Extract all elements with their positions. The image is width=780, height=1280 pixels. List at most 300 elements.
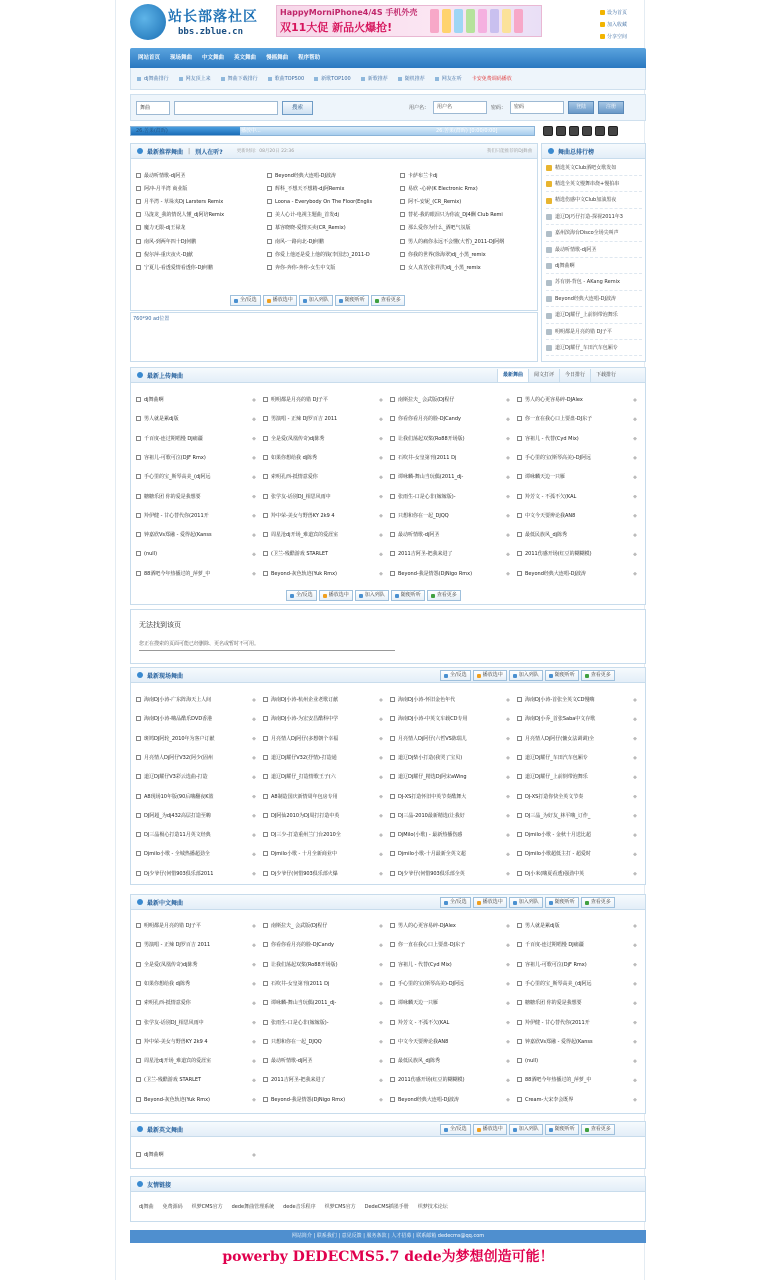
song-checkbox[interactable] (517, 436, 522, 441)
song-item[interactable] (390, 414, 510, 424)
ranking-item[interactable] (546, 177, 642, 192)
tab-today[interactable]: 今日排行 (559, 369, 590, 382)
song-checkbox[interactable] (136, 225, 141, 230)
song-title[interactable]: Loona - Everybody On The Floor(Englis (275, 199, 373, 206)
song-checkbox[interactable] (390, 962, 395, 967)
song-checkbox[interactable] (267, 173, 272, 178)
song-checkbox[interactable] (517, 397, 522, 402)
song-title[interactable]: 美人心计-电视主题曲_首发dj (275, 212, 339, 219)
play-small-icon[interactable] (379, 456, 383, 460)
ranking-item[interactable] (546, 292, 642, 307)
song-item[interactable] (263, 979, 383, 989)
song-title[interactable]: 最动听情歌-dj阿圣 (144, 173, 186, 179)
song-item[interactable] (263, 1056, 383, 1066)
play-small-icon[interactable] (379, 1078, 383, 1082)
song-title[interactable]: 羚中荣-美女与野兽KY 2k9 4 (271, 512, 335, 519)
play-small-icon[interactable] (633, 456, 637, 460)
play-small-icon[interactable] (506, 1078, 510, 1082)
song-title[interactable]: 2011吉阿圣-把我来进了 (398, 551, 453, 558)
song-title[interactable]: 全是爱(凤凰传奇)dj陈秀 (271, 435, 325, 442)
song-title[interactable]: 南风-一路向北-DJ何鹏 (275, 238, 324, 245)
song-checkbox[interactable] (390, 851, 395, 856)
random-listen-button[interactable] (545, 670, 579, 681)
song-item[interactable] (517, 734, 637, 744)
song-item[interactable] (263, 569, 383, 579)
song-checkbox[interactable] (136, 962, 141, 967)
song-checkbox[interactable] (263, 416, 268, 421)
recommend-song[interactable] (267, 237, 395, 247)
song-checkbox[interactable] (390, 755, 395, 760)
play-small-icon[interactable] (633, 814, 637, 818)
song-item[interactable] (517, 1095, 637, 1105)
song-checkbox[interactable] (263, 1077, 268, 1082)
song-item[interactable] (263, 695, 383, 705)
play-small-icon[interactable] (633, 533, 637, 537)
song-title[interactable]: 羚中荣-美女与野兽KY 2k9 4 (144, 1038, 208, 1045)
song-item[interactable] (390, 753, 510, 763)
song-item[interactable] (263, 530, 383, 540)
song-title[interactable]: 男人的心更容易碎-DJAlex (525, 397, 583, 403)
song-title[interactable]: 谭咏麟天边一只雁 (398, 1000, 439, 1007)
subnav-item[interactable]: 新歌TOP100 (314, 75, 351, 82)
song-title[interactable]: Beyond经典大连唱-DJ波涛 (275, 173, 336, 179)
song-checkbox[interactable] (263, 455, 268, 460)
song-item[interactable] (263, 434, 383, 444)
song-item[interactable] (263, 1095, 383, 1105)
song-checkbox[interactable] (517, 716, 522, 721)
song-title[interactable]: 辉科_不想天不想精-dj阿Remix (275, 186, 345, 193)
play-small-icon[interactable] (252, 475, 256, 479)
play-small-icon[interactable] (252, 417, 256, 421)
song-item[interactable] (390, 811, 510, 821)
song-title[interactable]: 最低民族风_dj陈秀 (525, 532, 568, 539)
song-item[interactable] (517, 414, 637, 424)
recommend-title[interactable]: 最新推荐舞曲 (147, 148, 184, 156)
song-item[interactable] (517, 940, 637, 950)
play-small-icon[interactable] (252, 456, 256, 460)
song-item[interactable] (517, 492, 637, 502)
play-small-icon[interactable] (633, 417, 637, 421)
play-small-icon[interactable] (633, 398, 637, 402)
song-checkbox[interactable] (517, 1058, 522, 1063)
recommend-song[interactable] (136, 237, 261, 247)
song-title[interactable]: 斑鸠DJ阿轮_2010年为客户订献 (144, 735, 215, 742)
song-checkbox[interactable] (517, 513, 522, 518)
play-small-icon[interactable] (379, 924, 383, 928)
song-checkbox[interactable] (517, 494, 522, 499)
song-item[interactable] (517, 1037, 637, 1047)
song-item[interactable] (136, 811, 256, 821)
ranking-item[interactable] (546, 309, 642, 324)
song-checkbox[interactable] (390, 1097, 395, 1102)
recommend-song[interactable] (400, 237, 530, 247)
song-item[interactable] (136, 772, 256, 782)
song-checkbox[interactable] (136, 551, 141, 556)
play-small-icon[interactable] (506, 456, 510, 460)
song-item[interactable] (263, 414, 383, 424)
song-title[interactable]: 海南DJ小涛-为宏安昌酷科中学 (271, 716, 339, 723)
english-title[interactable]: 最新英文舞曲 (147, 1126, 184, 1134)
song-item[interactable] (263, 511, 383, 521)
song-checkbox[interactable] (136, 186, 141, 191)
song-checkbox[interactable] (267, 265, 272, 270)
song-checkbox[interactable] (517, 697, 522, 702)
select-all-button[interactable] (230, 295, 261, 306)
site-url[interactable]: bbs.zblue.cn (178, 27, 244, 37)
song-checkbox[interactable] (263, 794, 268, 799)
song-checkbox[interactable] (390, 1000, 395, 1005)
play-small-icon[interactable] (506, 1098, 510, 1102)
recommend-song[interactable] (267, 223, 395, 233)
play-small-icon[interactable] (379, 833, 383, 837)
play-small-icon[interactable] (506, 1040, 510, 1044)
song-item[interactable] (136, 695, 256, 705)
song-checkbox[interactable] (517, 1077, 522, 1082)
friend-link[interactable]: 织梦CMS官方 (324, 1204, 356, 1210)
song-title[interactable]: 南斯拉夫_ 会武版(DJ程仔 (398, 397, 455, 403)
song-item[interactable] (517, 979, 637, 989)
play-small-icon[interactable] (252, 833, 256, 837)
song-checkbox[interactable] (390, 794, 395, 799)
song-item[interactable] (136, 549, 256, 559)
song-item[interactable] (263, 830, 383, 840)
song-checkbox[interactable] (136, 397, 141, 402)
song-checkbox[interactable] (267, 199, 272, 204)
song-checkbox[interactable] (263, 716, 268, 721)
subnav-item[interactable]: 歌曲TOP500 (268, 75, 305, 82)
play-small-icon[interactable] (252, 698, 256, 702)
song-title[interactable]: 奔你-奔你-奔你-女生中文版 (275, 264, 336, 271)
song-item[interactable] (136, 714, 256, 724)
song-item[interactable] (390, 434, 510, 444)
song-checkbox[interactable] (263, 942, 268, 947)
friend-link[interactable]: DedeCMS插墨手册 (364, 1204, 409, 1210)
song-item[interactable] (136, 434, 256, 444)
song-title[interactable]: 海南DJ小乔_首张Saba中文存歌 (525, 716, 596, 723)
song-title[interactable]: 容祖儿-可歌可泣(DJF Rmx) (144, 454, 206, 461)
song-item[interactable] (517, 434, 637, 444)
tab-latest[interactable]: 最新舞曲 (497, 369, 528, 382)
play-small-icon[interactable] (633, 872, 637, 876)
song-title[interactable]: 如果你想给我 dj陈秀 (144, 980, 191, 987)
song-item[interactable] (390, 921, 510, 931)
song-item[interactable] (390, 695, 510, 705)
song-item[interactable] (136, 492, 256, 502)
song-title[interactable]: 手心里的宝_斯琴高美_(dj阿远 (525, 980, 592, 987)
song-item[interactable] (136, 940, 256, 950)
search-button[interactable]: 搜索 (282, 101, 313, 115)
play-small-icon[interactable] (633, 1021, 637, 1025)
song-item[interactable] (517, 753, 637, 763)
song-checkbox[interactable] (136, 239, 141, 244)
recommend-song[interactable] (400, 184, 530, 194)
song-checkbox[interactable] (390, 436, 395, 441)
song-title[interactable]: (null) (525, 1058, 539, 1065)
song-item[interactable] (136, 530, 256, 540)
song-item[interactable] (136, 830, 256, 840)
song-item[interactable] (390, 734, 510, 744)
play-small-icon[interactable] (252, 943, 256, 947)
song-item[interactable] (263, 792, 383, 802)
song-title[interactable]: 张雨生-口是心非(嫁嫁版)- (271, 1019, 329, 1026)
play-small-icon[interactable] (506, 924, 510, 928)
song-checkbox[interactable] (517, 736, 522, 741)
song-title[interactable]: 男人就是累dj版 (144, 416, 179, 423)
play-small-icon[interactable] (633, 717, 637, 721)
song-item[interactable] (517, 714, 637, 724)
song-title[interactable]: 道辽Dj耀仔_上前倒带泡舞乐 (525, 774, 588, 781)
song-checkbox[interactable] (136, 1077, 141, 1082)
song-item[interactable] (517, 830, 637, 840)
song-title[interactable]: 月半湾 - 草垛夹Dj Larsters Remix (144, 199, 224, 206)
song-title[interactable]: 容祖儿 - 代替(Cyd Mix) (398, 961, 452, 968)
song-item[interactable] (390, 1018, 510, 1028)
song-title[interactable]: 替花-我的眼泪只为你流_DJ4酬 Club Remi (408, 212, 503, 219)
song-checkbox[interactable] (136, 716, 141, 721)
song-title[interactable]: 男人就是累dj版 (525, 923, 560, 929)
song-item[interactable] (136, 1075, 256, 1085)
play-small-icon[interactable] (379, 533, 383, 537)
song-item[interactable] (136, 395, 256, 405)
play-small-icon[interactable] (506, 717, 510, 721)
song-title[interactable]: 张学友-话别DJ_相思风雨中 (144, 1019, 204, 1026)
nav-english[interactable]: 英文舞曲 (234, 55, 257, 61)
song-item[interactable] (390, 792, 510, 802)
ranking-item[interactable] (546, 243, 642, 258)
song-title[interactable]: (卫兰-残酷游戏 STARLET (271, 551, 329, 558)
recommend-song[interactable] (267, 250, 395, 260)
song-title[interactable]: 最低民族风_dj陈秀 (398, 1058, 441, 1065)
recommend-song[interactable] (267, 171, 395, 181)
password-field[interactable]: 密码 (510, 101, 564, 114)
song-checkbox[interactable] (390, 474, 395, 479)
song-checkbox[interactable] (263, 1058, 268, 1063)
live-title[interactable]: 最新现场舞曲 (147, 672, 184, 680)
song-item[interactable] (517, 960, 637, 970)
subnav-item[interactable]: 网友顶上来 (179, 75, 211, 82)
song-title[interactable]: 月亮情人Dj阿仔(六哲VS陈瑞儿 (398, 735, 467, 742)
ranking-item[interactable] (546, 194, 642, 209)
song-title[interactable]: 明明都是月亮的错 DJ子平 (144, 923, 201, 929)
song-item[interactable] (517, 921, 637, 931)
song-title[interactable]: 道辽Dj耀仔_精选Dj阿宋aWing (398, 774, 467, 781)
play-small-icon[interactable] (252, 533, 256, 537)
song-checkbox[interactable] (136, 436, 141, 441)
song-checkbox[interactable] (263, 1020, 268, 1025)
song-item[interactable] (136, 414, 256, 424)
song-item[interactable] (517, 1056, 637, 1066)
song-title[interactable]: 谭咏麟-舞山当玩偶(2011_dj- (398, 474, 464, 481)
song-checkbox[interactable] (517, 571, 522, 576)
subnav-item[interactable]: 随机推荐 (398, 75, 425, 82)
play-icon[interactable] (569, 126, 579, 136)
ranking-item-label[interactable]: Beyond经典大连唱-DJ波涛 (555, 295, 616, 302)
song-title[interactable]: 魔力无限-dj王禄龙 (144, 225, 186, 232)
ranking-item[interactable] (546, 276, 642, 291)
add-queue-button[interactable] (299, 295, 333, 306)
random-listen-button[interactable] (545, 897, 579, 908)
play-small-icon[interactable] (506, 814, 510, 818)
song-title[interactable]: Dj少爷仔(何惜903俱乐部2011 (144, 870, 214, 877)
mute-icon[interactable] (608, 126, 618, 136)
play-small-icon[interactable] (506, 756, 510, 760)
song-checkbox[interactable] (267, 252, 272, 257)
play-small-icon[interactable] (252, 852, 256, 856)
ranking-item[interactable] (546, 325, 642, 340)
recommend-song[interactable] (400, 263, 530, 273)
song-title[interactable]: 钟嘉欣Vs郑融 - 爱得起(Kanss (525, 1038, 593, 1045)
nav-help[interactable]: 程序帮助 (298, 55, 321, 61)
recommend-song[interactable] (400, 250, 530, 260)
song-title[interactable]: DJ-XS打造怀旧中英节奏酷舞大 (398, 793, 467, 800)
play-small-icon[interactable] (252, 1001, 256, 1005)
song-title[interactable]: 明明都是月亮的错 DJ子平 (271, 397, 328, 403)
play-selected-button[interactable] (263, 295, 297, 306)
song-checkbox[interactable] (263, 962, 268, 967)
play-small-icon[interactable] (633, 1001, 637, 1005)
song-checkbox[interactable] (267, 239, 272, 244)
song-title[interactable]: 女人真苦(张祥洪)dj_小黑_remix (408, 264, 481, 271)
song-checkbox[interactable] (517, 962, 522, 967)
song-item[interactable] (390, 960, 510, 970)
song-checkbox[interactable] (390, 532, 395, 537)
song-item[interactable] (136, 979, 256, 989)
song-checkbox[interactable] (517, 551, 522, 556)
song-item[interactable] (263, 940, 383, 950)
play-small-icon[interactable] (506, 398, 510, 402)
song-checkbox[interactable] (390, 1039, 395, 1044)
song-checkbox[interactable] (400, 186, 405, 191)
song-checkbox[interactable] (517, 832, 522, 837)
song-checkbox[interactable] (390, 1077, 395, 1082)
song-item[interactable] (517, 998, 637, 1008)
song-checkbox[interactable] (517, 794, 522, 799)
friend-link[interactable]: dede舞曲管理系统 (231, 1204, 275, 1210)
play-small-icon[interactable] (633, 1078, 637, 1082)
song-title[interactable]: 只想和你在一起_DJQQ (398, 512, 449, 519)
play-small-icon[interactable] (379, 437, 383, 441)
song-item[interactable] (390, 453, 510, 463)
song-item[interactable] (390, 395, 510, 405)
ranking-item-label[interactable]: 精选伤感中文Club加油黑夜 (555, 197, 617, 204)
play-small-icon[interactable] (379, 852, 383, 856)
song-title[interactable]: 你一直在我心口上要盘-DJ东子 (525, 416, 593, 423)
play-small-icon[interactable] (633, 943, 637, 947)
play-small-icon[interactable] (252, 572, 256, 576)
view-more-button[interactable] (371, 295, 405, 306)
play-small-icon[interactable] (506, 963, 510, 967)
play-small-icon[interactable] (252, 795, 256, 799)
song-checkbox[interactable] (263, 436, 268, 441)
song-checkbox[interactable] (136, 755, 141, 760)
song-title[interactable]: 道辽Dj柴小打造(我哭了宝贝) (398, 754, 463, 761)
song-title[interactable]: 羚芳文 - 不孤不欠(KAL (525, 493, 577, 500)
stop-icon[interactable] (543, 126, 553, 136)
song-item[interactable] (517, 549, 637, 559)
song-item[interactable] (517, 511, 637, 521)
nav-live[interactable]: 现场舞曲 (170, 55, 193, 61)
song-checkbox[interactable] (390, 494, 395, 499)
song-checkbox[interactable] (390, 774, 395, 779)
song-title[interactable]: Beyond-我是情怨(DjNigo Rmx) (398, 570, 473, 577)
song-checkbox[interactable] (136, 1152, 141, 1157)
song-checkbox[interactable] (136, 252, 141, 257)
play-small-icon[interactable] (252, 1078, 256, 1082)
song-item[interactable] (390, 869, 510, 879)
play-small-icon[interactable] (633, 775, 637, 779)
song-checkbox[interactable] (136, 1058, 141, 1063)
song-title[interactable]: (null) (144, 551, 158, 558)
song-title[interactable]: 海南DJ小涛-首张全英文CD慢嗨 (525, 697, 595, 703)
set-homepage-link[interactable]: 设为首页 (600, 6, 646, 18)
song-title[interactable]: 道辽Dj耀仔V3彩云选曲-打造 (144, 774, 208, 781)
song-item[interactable] (263, 472, 383, 482)
song-checkbox[interactable] (517, 851, 522, 856)
song-item[interactable] (390, 1095, 510, 1105)
play-small-icon[interactable] (506, 552, 510, 556)
song-title[interactable]: 月亮情人Dj阿仔(多想朝个幸福 (271, 735, 339, 742)
song-item[interactable] (263, 1037, 383, 1047)
song-title[interactable]: DJ三晶_为好友_林平嗨_订作_ (525, 812, 591, 819)
song-item[interactable] (136, 753, 256, 763)
play-small-icon[interactable] (252, 775, 256, 779)
subnav-red-link[interactable]: 卡安免费调码播放 (471, 76, 512, 82)
song-checkbox[interactable] (517, 871, 522, 876)
song-item[interactable] (136, 569, 256, 579)
song-title[interactable]: 最动听情歌-dj阿圣 (271, 1058, 313, 1065)
song-checkbox[interactable] (390, 832, 395, 837)
song-item[interactable] (263, 549, 383, 559)
play-small-icon[interactable] (633, 698, 637, 702)
username-field[interactable]: 用户名 (433, 101, 487, 114)
song-item[interactable] (136, 960, 256, 970)
song-title[interactable]: Beyond-灰色轨迹(Yuk Rmx) (271, 570, 338, 577)
song-checkbox[interactable] (136, 265, 141, 270)
song-item[interactable] (263, 960, 383, 970)
play-selected-button[interactable] (473, 1124, 507, 1135)
random-listen-button[interactable] (545, 1124, 579, 1135)
song-title[interactable]: DJ阿超_为dj432高层打造至嗨 (144, 812, 211, 819)
recommend-song[interactable] (267, 197, 395, 207)
song-title[interactable]: 最动听情歌-dj阿圣 (398, 532, 440, 539)
song-title[interactable]: 羚芳文 - 不孤不欠(KAL (398, 1019, 450, 1026)
song-checkbox[interactable] (390, 923, 395, 928)
song-checkbox[interactable] (136, 1039, 141, 1044)
song-item[interactable] (390, 772, 510, 782)
recommend-song[interactable] (267, 263, 395, 273)
song-checkbox[interactable] (390, 455, 395, 460)
ranking-item-label[interactable]: 精选全英文慢舞串烧+慢拍串 (555, 180, 620, 187)
play-selected-button[interactable] (473, 897, 507, 908)
ranking-item[interactable] (546, 341, 642, 356)
song-checkbox[interactable] (263, 774, 268, 779)
song-checkbox[interactable] (136, 1020, 141, 1025)
song-item[interactable] (263, 492, 383, 502)
song-checkbox[interactable] (400, 239, 405, 244)
play-small-icon[interactable] (633, 982, 637, 986)
friend-link[interactable]: dede音乐程序 (283, 1204, 316, 1210)
tab-review[interactable]: 阅文打评 (528, 369, 559, 382)
song-checkbox[interactable] (263, 513, 268, 518)
song-item[interactable] (136, 1037, 256, 1047)
song-item[interactable] (263, 453, 383, 463)
song-checkbox[interactable] (136, 1097, 141, 1102)
song-checkbox[interactable] (263, 397, 268, 402)
song-title[interactable]: 男人的痛你永远不会懂(大哲)_2011-DJ阿纲 (408, 238, 505, 245)
song-checkbox[interactable] (136, 736, 141, 741)
play-small-icon[interactable] (252, 963, 256, 967)
play-small-icon[interactable] (506, 1059, 510, 1063)
